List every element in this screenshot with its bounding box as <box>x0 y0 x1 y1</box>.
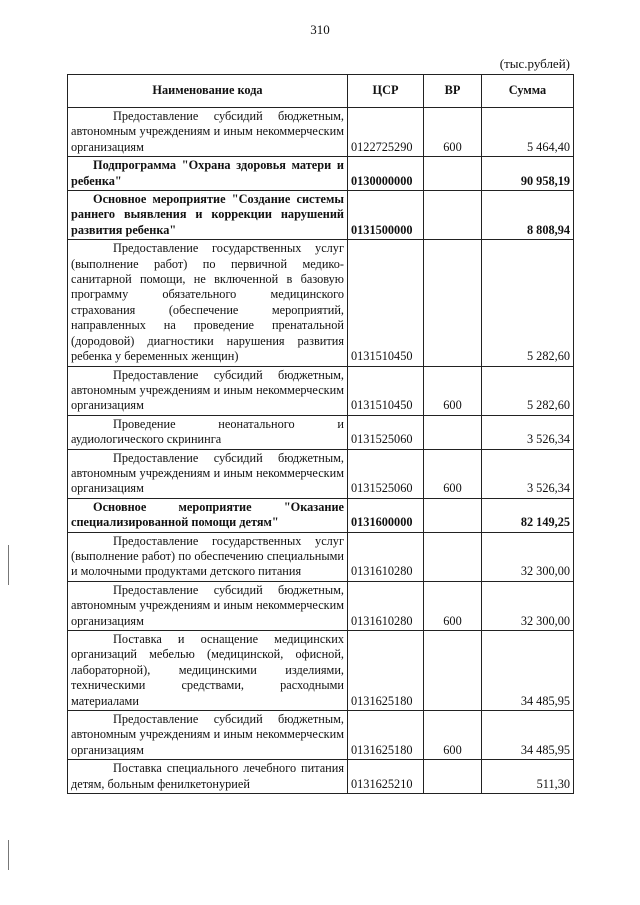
table-body <box>68 108 574 794</box>
row-csr: 0130000000 <box>348 157 424 191</box>
row-sum: 5 464,40 <box>482 108 574 157</box>
row-csr: 0131600000 <box>348 498 424 532</box>
row-csr: 0131625180 <box>348 631 424 711</box>
row-sum: 3 526,34 <box>482 415 574 449</box>
row-vr <box>424 415 482 449</box>
row-sum: 5 282,60 <box>482 366 574 415</box>
table-row <box>68 498 574 532</box>
row-sum: 34 485,95 <box>482 631 574 711</box>
table-row <box>68 240 574 366</box>
row-sum: 511,30 <box>482 760 574 794</box>
header-sum: Сумма <box>482 75 574 108</box>
row-name: Проведение неонатального и аудиологического скрининга <box>68 415 348 449</box>
table-row <box>68 108 574 157</box>
row-name: Основное мероприятие "Оказание специализированной помощи детям" <box>68 498 348 532</box>
row-sum: 32 300,00 <box>482 581 574 630</box>
row-vr <box>424 631 482 711</box>
table-row <box>68 532 574 581</box>
row-vr: 600 <box>424 108 482 157</box>
page-number: 310 <box>310 22 330 37</box>
row-csr: 0131625180 <box>348 711 424 760</box>
table-row <box>68 157 574 191</box>
row-sum: 82 149,25 <box>482 498 574 532</box>
header-vr: ВР <box>424 75 482 108</box>
row-csr: 0131510450 <box>348 240 424 366</box>
row-name: Предоставление субсидий бюджетным, автономным учреждениям и иным некоммерческим организациям <box>68 449 348 498</box>
row-sum: 90 958,19 <box>482 157 574 191</box>
table-row <box>68 449 574 498</box>
row-csr: 0131500000 <box>348 191 424 240</box>
budget-table <box>67 74 574 794</box>
row-name: Предоставление субсидий бюджетным, автономным учреждениям и иным некоммерческим организациям <box>68 711 348 760</box>
row-csr: 0131525060 <box>348 415 424 449</box>
row-name: Поставка специального лечебного питания детям, больным фенилкетонурией <box>68 760 348 794</box>
scan-edge-mark <box>8 840 9 870</box>
row-name: Предоставление субсидий бюджетным, автономным учреждениям и иным некоммерческим организациям <box>68 366 348 415</box>
row-vr <box>424 191 482 240</box>
row-name: Предоставление государственных услуг (выполнение работ) по обеспечению специальными и молочными продуктами детского питания <box>68 532 348 581</box>
row-sum: 34 485,95 <box>482 711 574 760</box>
row-csr: 0131610280 <box>348 581 424 630</box>
row-sum: 8 808,94 <box>482 191 574 240</box>
row-sum: 5 282,60 <box>482 240 574 366</box>
table-row <box>68 415 574 449</box>
row-sum: 3 526,34 <box>482 449 574 498</box>
row-name: Предоставление субсидий бюджетным, автономным учреждениям и иным некоммерческим организациям <box>68 581 348 630</box>
header-row <box>68 75 574 108</box>
table-row <box>68 581 574 630</box>
row-name: Предоставление субсидий бюджетным, автономным учреждениям и иным некоммерческим организациям <box>68 108 348 157</box>
table-row <box>68 760 574 794</box>
row-name: Предоставление государственных услуг (выполнение работ) по первичной медико-санитарной помощи, не включенной в базовую программу обязательного медицинского страхования (обеспечение мероприятий, направленных на проведение пренатальной (дородовой) диагностики нарушения развития ребенка у беременных женщин) <box>68 240 348 366</box>
row-csr: 0122725290 <box>348 108 424 157</box>
row-vr <box>424 157 482 191</box>
row-vr: 600 <box>424 366 482 415</box>
scan-edge-mark <box>8 545 9 585</box>
header-name: Наименование кода <box>68 75 348 108</box>
row-name: Поставка и оснащение медицинских организаций мебелью (медицинской, офисной, лабораторной), медицинскими изделиями, техническими средствами, расходными материалами <box>68 631 348 711</box>
row-csr: 0131610280 <box>348 532 424 581</box>
table-row <box>68 191 574 240</box>
table-row <box>68 631 574 711</box>
table-row <box>68 711 574 760</box>
table-row <box>68 366 574 415</box>
units-label: (тыс.рублей) <box>499 56 570 71</box>
row-vr <box>424 760 482 794</box>
row-name: Подпрограмма "Охрана здоровья матери и ребенка" <box>68 157 348 191</box>
row-sum: 32 300,00 <box>482 532 574 581</box>
row-csr: 0131510450 <box>348 366 424 415</box>
row-csr: 0131625210 <box>348 760 424 794</box>
row-vr <box>424 240 482 366</box>
row-name: Основное мероприятие "Создание системы раннего выявления и коррекции нарушений развития ребенка" <box>68 191 348 240</box>
row-vr: 600 <box>424 711 482 760</box>
row-vr <box>424 498 482 532</box>
row-vr <box>424 532 482 581</box>
row-csr: 0131525060 <box>348 449 424 498</box>
row-vr: 600 <box>424 449 482 498</box>
row-vr: 600 <box>424 581 482 630</box>
header-csr: ЦСР <box>348 75 424 108</box>
